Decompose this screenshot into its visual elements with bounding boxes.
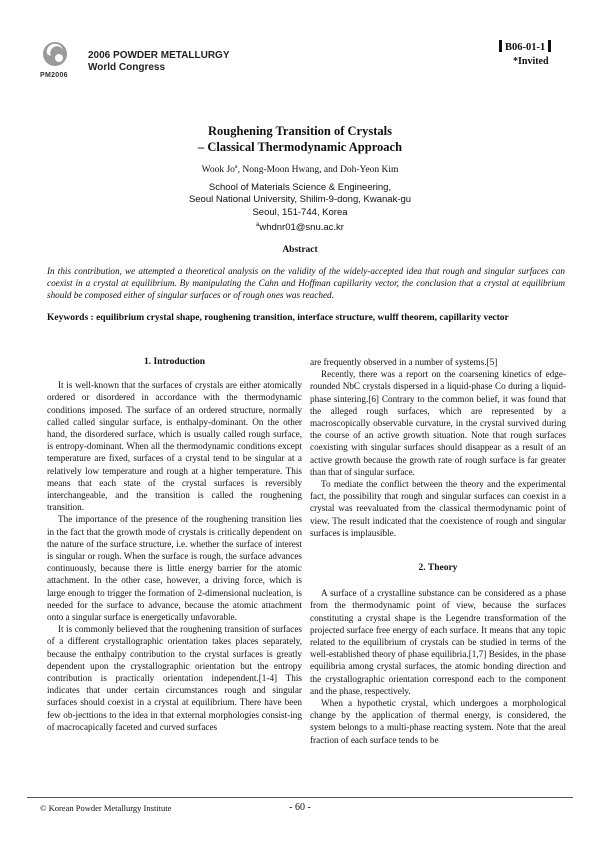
left-column (47, 357, 302, 733)
abstract-text: In this contribution, we attempted a theoretical analysis on the validity of the widely-accepted idea that rough and singular surfaces can coexist in a crystal at equilibrium. By manipulating the Cahn and Hoffman capillarity vector, the conclusion that a crystal at equilibrium should be composed either of singular surfaces or of rough ones was reached. (47, 266, 565, 301)
email-address: whdnr01@snu.ac.kr (259, 222, 344, 234)
intro-paragraph-3: It is commonly believed that the roughening transition of surfaces of a different crystallographic orientation takes places separately, because the enthalpy contribution to the crystal surfaces is greatly dependent upon the crystallographic orientation but the entropy contribution is practically orientation independent.[1-4] This indicates that under certain circumstances rough and singular surfaces should coexist in a crystal at equilibrium. There have been few ob-jecttions to the idea in that external morphologies consist-ing of macrocapically faceted and curved surfaces (47, 624, 302, 732)
paper-title-line-1: Roughening Transition of Crystals (208, 124, 392, 138)
keywords: Keywords : equilibrium crystal shape, roughening transition, interface structure, wulff theorem, capillarity vector (47, 313, 509, 323)
abstract-heading: Abstract (282, 245, 318, 255)
intro-paragraph-3-continued: are frequently observed in a number of systems.[5] (310, 357, 498, 367)
section-1-heading: 1. Introduction (143, 357, 206, 367)
intro-paragraph-2: The importance of the presence of the roughening transition lies in the fact that the growth mode of crystals is critically dependent on the nature of the surface structure, i.e. whether the surface of interest is singular or rough. When the surface is rough, the surface advances continuously, because there is little energy barrier for the atomic attachment. In the other case, however, a driving force, which is large enough to trigger the formation of 2-dimensional nucleation, is needed for the surface to advance, because the atomic attachment onto a singular surface is energetically unfavorable. (47, 514, 302, 623)
author-1: Wook Jo (201, 165, 235, 176)
paper-code (496, 40, 554, 53)
logo-text: PM2006 (40, 72, 68, 79)
authors (0, 164, 600, 175)
email-sup: a (256, 221, 260, 228)
code-bar-left (499, 40, 502, 52)
conference-line-1: 2006 POWDER METALLURGY (88, 50, 230, 61)
paper-code-text: B06-01-1 (505, 42, 546, 53)
email-line (0, 219, 600, 234)
conference-name (88, 50, 230, 74)
paper-title-line-2: – Classical Thermodynamic Approach (197, 140, 403, 154)
author-1-sup: a (234, 164, 238, 170)
right-column (310, 356, 566, 746)
intro-paragraph-5: To mediate the conflict between the theory and the experimental fact, the possibility that rough and singular surfaces can coexist in a crystal was reevaluated from the classical thermodynamic point of view. The result indicated that the coexistence of rough and singular surfaces is implausible. (310, 479, 566, 538)
intro-paragraph-1: It is well-known that the surfaces of crystals are either atomically ordered or disordered in accordance with the thermodynamic conditions imposed. The surface of an ordered structure, normally called called singular surface, is enthalpy-dominant. On the other hand, the disordered surface, which is usually called rough surface, is entropy-dominant. When all the thermodynamic conditions except temperature are fixed, surfaces of a crystal tend to be singular at a relatively low temperature and rough at a higher temperature. This means that each state of the crystal surfaces is reversibly interchangeable, and the transition is called the roughening transition. (47, 380, 302, 513)
affiliation-line-3: Seoul, 151-744, Korea (252, 206, 348, 218)
invited-label: *Invited (513, 56, 549, 67)
section-2-heading: 2. Theory (418, 563, 458, 574)
affiliation (0, 182, 600, 234)
theory-paragraph-1: A surface of a crystalline substance can be considered as a phase from the thermodynamic point of view, because the surfaces constituting a crystal shape is the Legendre transformation of the projected surface free energy of each surface. It means that any topic related to the equilibrium of crystals can be studied in terms of the well-established theory of phase equilibria.[1,7] Besides, in the phase equilibria among crystal surfaces, the atomic bonding direction and the crystallographic orientation correspond each to the component and the phase, respectively. (310, 588, 566, 696)
conference-logo-icon (38, 40, 72, 70)
footer-divider (27, 797, 573, 798)
intro-paragraph-4: Recently, there was a report on the coarsening kinetics of edge-rounded NbC crystals dispersed in a liquid-phase Co during a liquid-phase sintering.[6] Contrary to the common belief, it was found that the alleged rough surfaces, which are represented by a macroscopically observable curvature, in the crystal survived during the course of an active growth situation. Note that rough surfaces coexisting with singular surfaces should disappear as a result of an active growth because the growth rate of rough surface is far greater than that of singular surface. (310, 369, 566, 477)
page-number: - 60 - (289, 802, 311, 813)
affiliation-line-1: School of Materials Science & Engineering, (208, 182, 392, 193)
theory-paragraph-2: When a hypothetic crystal, which undergoes a morphological change by the application of thermal energy, is considered, the system belongs to a multi-phase reacting system. Note that the areal fraction of each surface tends to be (310, 698, 566, 745)
affiliation-line-2: Seoul National University, Shilim-9-dong, Kwanak-gu (188, 194, 412, 206)
code-bar-right (548, 40, 551, 52)
conference-line-2: World Congress (88, 62, 166, 73)
footer-copyright: © Korean Powder Metallurgy Institute (40, 803, 172, 813)
author-rest: , Nong-Moon Hwang, and Doh-Yeon Kim (237, 165, 399, 176)
